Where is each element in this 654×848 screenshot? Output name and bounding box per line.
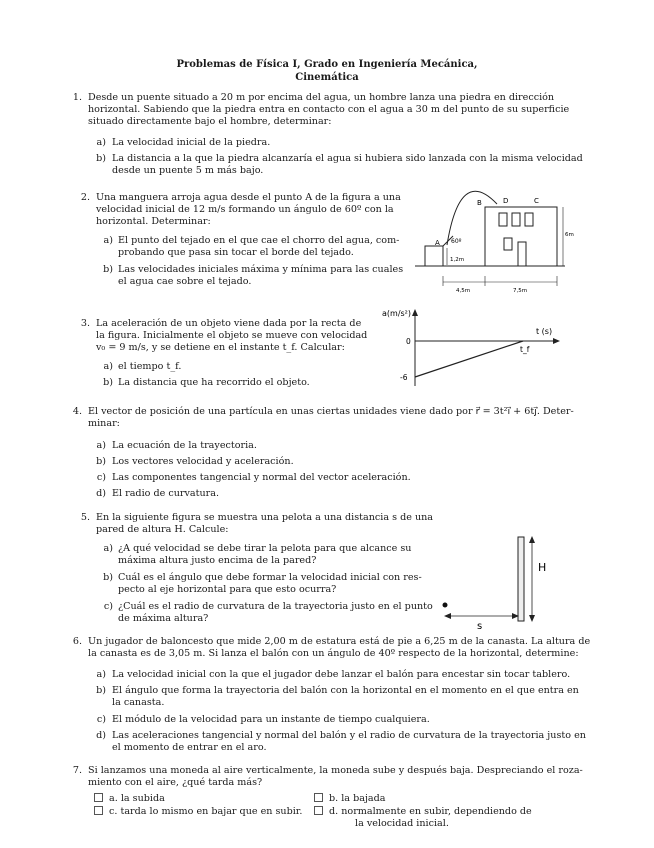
item-text: desde un puente 5 m más bajo. (112, 165, 264, 176)
item-label: a) (103, 543, 113, 554)
option-a[interactable] (94, 793, 165, 806)
item-text: el agua cae sobre el tejado. (118, 276, 252, 287)
checkbox[interactable] (314, 793, 323, 802)
item-label: c) (103, 601, 113, 612)
option-text: c. tarda lo mismo en bajar que en subir. (109, 806, 303, 817)
angle-label: 60º (451, 238, 462, 245)
problem-text: minar: (88, 418, 120, 429)
tick-minus-six: -6 (400, 373, 408, 382)
point-label-a: A (435, 239, 440, 247)
problem-text: Un jugador de baloncesto que mide 2,00 m de estatura está de pie a 6,25 m de la canasta. La altura de (88, 636, 591, 647)
y-axis-label: a(m/s²) (382, 309, 412, 318)
distance-label-1: 4,5m (456, 288, 471, 294)
item-text: El punto del tejado en el que cae el chorro del agua, com- (118, 235, 400, 246)
item-text: La ecuación de la trayectoria. (112, 440, 257, 451)
problem-number: 1. (72, 92, 82, 103)
problem-text: Desde un puente situado a 20 m por encima del agua, un hombre lanza una piedra en dirección (88, 92, 555, 103)
building-figure (405, 190, 580, 300)
item-label: b) (96, 685, 106, 696)
item-label: d) (96, 730, 106, 741)
problem-number: 3. (80, 318, 90, 329)
problem-text: En la siguiente figura se muestra una pelota a una distancia s de una (96, 512, 434, 523)
window (504, 238, 512, 250)
problem-text: Si lanzamos una moneda al aire verticalmente, la moneda sube y después baja. Despreciando el roza- (88, 765, 583, 776)
checkbox[interactable] (314, 806, 323, 815)
item-label: c) (96, 714, 106, 725)
item-label: b) (96, 456, 106, 467)
tf-label: t_f (520, 345, 530, 354)
wall (518, 537, 524, 621)
item-text: Los vectores velocidad y aceleración. (112, 456, 294, 467)
item-text: Las componentes tangencial y normal del vector aceleración. (112, 472, 411, 483)
option-text: d. normalmente en subir, dependiendo de (329, 806, 532, 817)
distance-label-2: 7,5m (513, 288, 528, 294)
item-label: b) (96, 153, 106, 164)
checkbox[interactable] (94, 793, 103, 802)
item-text: El radio de curvatura. (112, 488, 219, 499)
building (485, 207, 557, 266)
point-label-c: C (534, 197, 539, 205)
window (512, 213, 520, 226)
option-text: b. la bajada (329, 793, 386, 804)
item-text: ¿Cuál es el radio de curvatura de la trayectoria justo en el punto (118, 601, 433, 612)
sheet-title: Problemas de Física I, Grado en Ingeniería Mecánica, (176, 59, 478, 70)
problem-text: horizontal. Determinar: (96, 216, 211, 227)
water-trajectory (447, 191, 497, 245)
wall-figure (428, 532, 558, 632)
item-text: La velocidad inicial con la que el jugador debe lanzar el balón para encestar sin tocar tablero. (112, 669, 571, 680)
window (499, 213, 507, 226)
height-label-left: 1,2m (450, 257, 465, 263)
problem-number: 5. (80, 512, 90, 523)
item-label: a) (96, 669, 106, 680)
item-label: b) (103, 377, 113, 388)
item-label: c) (96, 472, 106, 483)
problem-text: pared de altura H. Calcule: (96, 524, 229, 535)
item-text: Las aceleraciones tangencial y normal del balón y el radio de curvatura de la trayectoria justo en (112, 730, 586, 741)
item-label: b) (103, 572, 113, 583)
problem-text: Una manguera arroja agua desde el punto A de la figura a una (96, 192, 401, 203)
item-label: a) (103, 235, 113, 246)
problem-text: v₀ = 9 m/s, y se detiene en el instante t_f. Calcular: (96, 342, 345, 353)
option-text: a. la subida (109, 793, 165, 804)
problem-text: la canasta es de 3,05 m. Si lanza el balón con un ángulo de 40º respecto de la horizontal, determine: (88, 648, 579, 659)
ball (443, 603, 448, 608)
problem-text: horizontal. Sabiendo que la piedra entra en contacto con el agua a 30 m del punto de su superficie (88, 104, 570, 115)
item-label: a) (103, 361, 113, 372)
item-text: la canasta. (112, 697, 165, 708)
item-label: a) (96, 137, 106, 148)
item-label: a) (96, 440, 106, 451)
item-text: el tiempo t_f. (118, 361, 182, 372)
problem-text: El vector de posición de una partícula en unas ciertas unidades viene dado por r⃗ = 3t²i⃗ + 6tj⃗. Deter- (88, 406, 574, 417)
item-text: ¿A qué velocidad se debe tirar la pelota para que alcance su (118, 543, 412, 554)
arrow-up (529, 536, 535, 543)
item-text: La velocidad inicial de la piedra. (112, 137, 271, 148)
item-text: probando que pasa sin tocar el borde del tejado. (118, 247, 354, 258)
item-text: Las velocidades iniciales máxima y mínima para las cuales (118, 264, 404, 275)
arrow-left (444, 613, 451, 619)
item-label: d) (96, 488, 106, 499)
problem-text: miento con el aire, ¿qué tarda más? (88, 777, 263, 788)
item-text: El ángulo que forma la trayectoria del balón con la horizontal en el momento en el que entra en (112, 685, 579, 696)
item-label: b) (103, 264, 113, 275)
problem-number: 6. (72, 636, 82, 647)
problem-number: 2. (80, 192, 90, 203)
point-label-d: D (503, 197, 509, 205)
distance-label: s (477, 621, 483, 632)
item-text: La distancia que ha recorrido el objeto. (118, 377, 310, 388)
option-c[interactable] (94, 806, 302, 819)
left-platform (425, 246, 443, 266)
window (525, 213, 533, 226)
y-axis-arrow (412, 309, 418, 316)
point-label-b: B (477, 199, 482, 207)
problem-text: velocidad inicial de 12 m/s formando un ángulo de 60º con la (96, 204, 394, 215)
accel-line (415, 341, 523, 377)
acceleration-chart (360, 304, 560, 388)
problem-number: 4. (72, 406, 82, 417)
problem-text: La aceleración de un objeto viene dada por la recta de (96, 318, 362, 329)
item-text: máxima altura justo encima de la pared? (118, 555, 317, 566)
item-text: de máxima altura? (118, 613, 209, 624)
x-axis-label: t (s) (536, 327, 553, 336)
item-text: el momento de entrar en el aro. (112, 742, 267, 753)
door (518, 242, 526, 266)
item-text: La distancia a la que la piedra alcanzaría el agua si hubiera sido lanzada con la misma velocidad (112, 153, 583, 164)
option-d-continuation: la velocidad inicial. (355, 818, 449, 829)
problem-number: 7. (72, 765, 82, 776)
problem-text: la figura. Inicialmente el objeto se mueve con velocidad (96, 330, 368, 341)
height-label: H (538, 561, 547, 574)
option-d[interactable] (314, 806, 532, 819)
arrow-down (529, 615, 535, 622)
sheet-subtitle: Cinemática (295, 72, 359, 83)
height-label-right: 6m (565, 232, 574, 238)
problem-text: situado directamente bajo el hombre, determinar: (88, 116, 332, 127)
item-text: El módulo de la velocidad para un instante de tiempo cualquiera. (112, 714, 430, 725)
x-axis-arrow (553, 338, 560, 344)
option-b[interactable] (314, 793, 386, 806)
tick-zero: 0 (406, 337, 411, 346)
item-text: pecto al eje horizontal para que esto ocurra? (118, 584, 337, 595)
checkbox[interactable] (94, 806, 103, 815)
item-text: Cuál es el ángulo que debe formar la velocidad inicial con res- (118, 572, 422, 583)
